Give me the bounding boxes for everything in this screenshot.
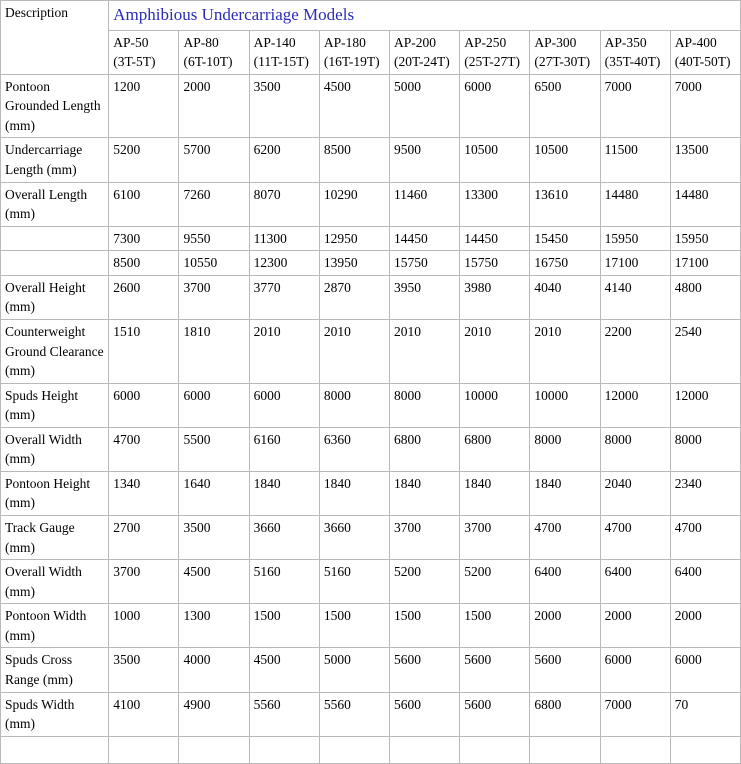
cell-value: [249, 736, 319, 763]
cell-value: 1500: [390, 604, 460, 648]
table-row: [1, 560, 741, 604]
cell-value: 5000: [319, 648, 389, 692]
cell-value: 5560: [319, 692, 389, 736]
cell-value: 12000: [600, 383, 670, 427]
cell-value: 8000: [600, 427, 670, 471]
model-header-ap-250: [460, 30, 530, 74]
model-tonnage: (40T-50T): [674, 54, 731, 70]
row-label: [1, 736, 109, 763]
cell-value: 12300: [249, 251, 319, 276]
cell-value: 2000: [179, 74, 249, 138]
cell-value: 6200: [249, 138, 319, 182]
cell-value: 2600: [109, 275, 179, 319]
cell-value: 8000: [390, 383, 460, 427]
cell-value: 3660: [249, 516, 319, 560]
table-row: [1, 383, 741, 427]
cell-value: 1510: [109, 319, 179, 383]
cell-value: 6800: [460, 427, 530, 471]
cell-value: 1840: [319, 471, 389, 515]
cell-value: 9550: [179, 226, 249, 251]
cell-value: 1840: [460, 471, 530, 515]
cell-value: 14450: [460, 226, 530, 251]
cell-value: 17100: [670, 251, 740, 276]
cell-value: 2870: [319, 275, 389, 319]
table-row: [1, 138, 741, 182]
cell-value: 4500: [179, 560, 249, 604]
model-header-ap-140: [249, 30, 319, 74]
cell-value: 2010: [319, 319, 389, 383]
cell-value: 3980: [460, 275, 530, 319]
cell-value: 13500: [670, 138, 740, 182]
cell-value: 1810: [179, 319, 249, 383]
row-label: Overall Width (mm): [1, 560, 109, 604]
cell-value: 4700: [600, 516, 670, 560]
cell-value: 2340: [670, 471, 740, 515]
cell-value: 15750: [460, 251, 530, 276]
cell-value: 1840: [249, 471, 319, 515]
model-header-ap-300: [530, 30, 600, 74]
cell-value: 3500: [249, 74, 319, 138]
cell-value: 7000: [670, 74, 740, 138]
cell-value: 1500: [249, 604, 319, 648]
cell-value: 4500: [249, 648, 319, 692]
cell-value: 8500: [319, 138, 389, 182]
model-name: AP-200: [394, 34, 437, 50]
cell-value: 15950: [670, 226, 740, 251]
cell-value: 5600: [460, 648, 530, 692]
title-row: [1, 1, 741, 31]
cell-value: 5600: [530, 648, 600, 692]
cell-value: 13300: [460, 182, 530, 226]
model-tonnage: (27T-30T): [534, 54, 591, 70]
table-row: [1, 648, 741, 692]
row-label: Spuds Width (mm): [1, 692, 109, 736]
model-name: AP-250: [464, 34, 507, 50]
cell-value: 1200: [109, 74, 179, 138]
cell-value: [319, 736, 389, 763]
row-label: Overall Height (mm): [1, 275, 109, 319]
cell-value: 5600: [390, 648, 460, 692]
cell-value: 6360: [319, 427, 389, 471]
cell-value: 7000: [600, 692, 670, 736]
row-label: [1, 251, 109, 276]
cell-value: 12000: [670, 383, 740, 427]
cell-value: 3700: [109, 560, 179, 604]
cell-value: 5200: [460, 560, 530, 604]
cell-value: 1340: [109, 471, 179, 515]
cell-value: 6000: [109, 383, 179, 427]
cell-value: 10290: [319, 182, 389, 226]
cell-value: 4500: [319, 74, 389, 138]
cell-value: [670, 736, 740, 763]
cell-value: 17100: [600, 251, 670, 276]
cell-value: 2040: [600, 471, 670, 515]
cell-value: [600, 736, 670, 763]
model-name: AP-350: [604, 34, 647, 50]
row-label: Undercarriage Length (mm): [1, 138, 109, 182]
cell-value: 2010: [530, 319, 600, 383]
cell-value: 2010: [460, 319, 530, 383]
description-header: Description: [1, 1, 109, 75]
row-label: Pontoon Height (mm): [1, 471, 109, 515]
cell-value: 1500: [319, 604, 389, 648]
row-label: Track Gauge (mm): [1, 516, 109, 560]
cell-value: 4700: [670, 516, 740, 560]
cell-value: 11300: [249, 226, 319, 251]
model-header-row: [1, 30, 741, 74]
cell-value: 10500: [530, 138, 600, 182]
cell-value: 2540: [670, 319, 740, 383]
row-label: [1, 226, 109, 251]
cell-value: 1500: [460, 604, 530, 648]
cell-value: 1000: [109, 604, 179, 648]
cell-value: 4700: [109, 427, 179, 471]
cell-value: 13950: [319, 251, 389, 276]
cell-value: 5160: [249, 560, 319, 604]
cell-value: 3700: [390, 516, 460, 560]
cell-value: 14480: [600, 182, 670, 226]
cell-value: 5560: [249, 692, 319, 736]
model-tonnage: (16T-19T): [323, 54, 380, 70]
cell-value: 2010: [390, 319, 460, 383]
model-header-ap-350: [600, 30, 670, 74]
model-name: AP-180: [323, 34, 366, 50]
cell-value: 6000: [670, 648, 740, 692]
cell-value: 1840: [530, 471, 600, 515]
cell-value: 4900: [179, 692, 249, 736]
cell-value: 5000: [390, 74, 460, 138]
cell-value: 8500: [109, 251, 179, 276]
model-name: AP-400: [674, 34, 717, 50]
cell-value: 10550: [179, 251, 249, 276]
cell-value: 8070: [249, 182, 319, 226]
cell-value: [179, 736, 249, 763]
cell-value: 3770: [249, 275, 319, 319]
cell-value: 4800: [670, 275, 740, 319]
table-row: [1, 251, 741, 276]
cell-value: 2010: [249, 319, 319, 383]
cell-value: 6800: [390, 427, 460, 471]
cell-value: 12950: [319, 226, 389, 251]
cell-value: 9500: [390, 138, 460, 182]
cell-value: 1640: [179, 471, 249, 515]
row-label: Overall Length (mm): [1, 182, 109, 226]
row-label: Spuds Cross Range (mm): [1, 648, 109, 692]
cell-value: 6500: [530, 74, 600, 138]
cell-value: 3500: [179, 516, 249, 560]
cell-value: 2200: [600, 319, 670, 383]
cell-value: 6400: [530, 560, 600, 604]
cell-value: 7260: [179, 182, 249, 226]
cell-value: 6800: [530, 692, 600, 736]
cell-value: 4100: [109, 692, 179, 736]
cell-value: 4700: [530, 516, 600, 560]
cell-value: 1840: [390, 471, 460, 515]
cell-value: [460, 736, 530, 763]
model-tonnage: (20T-24T): [394, 54, 450, 70]
cell-value: 14450: [390, 226, 460, 251]
cell-value: 11460: [390, 182, 460, 226]
model-header-ap-180: [319, 30, 389, 74]
cell-value: 15950: [600, 226, 670, 251]
page-title: Amphibious Undercarriage Models: [109, 1, 741, 31]
row-label: Counterweight Ground Clearance (mm): [1, 319, 109, 383]
cell-value: 6100: [109, 182, 179, 226]
cell-value: 8000: [530, 427, 600, 471]
cell-value: 2700: [109, 516, 179, 560]
cell-value: 8000: [670, 427, 740, 471]
cell-value: 2000: [600, 604, 670, 648]
cell-value: 1300: [179, 604, 249, 648]
cell-value: 2000: [670, 604, 740, 648]
cell-value: 6000: [600, 648, 670, 692]
cell-value: 15450: [530, 226, 600, 251]
cell-value: 5160: [319, 560, 389, 604]
cell-value: 6400: [670, 560, 740, 604]
model-tonnage: (25T-27T): [464, 54, 520, 70]
model-header-ap-80: [179, 30, 249, 74]
cell-value: 3950: [390, 275, 460, 319]
model-tonnage: (11T-15T): [253, 54, 309, 70]
cell-value: 3700: [460, 516, 530, 560]
cell-value: 8000: [319, 383, 389, 427]
cell-value: 4140: [600, 275, 670, 319]
cell-value: 6400: [600, 560, 670, 604]
cell-value: 3500: [109, 648, 179, 692]
cell-value: 4040: [530, 275, 600, 319]
model-tonnage: (6T-10T): [183, 54, 233, 70]
cell-value: [390, 736, 460, 763]
cell-value: 15750: [390, 251, 460, 276]
model-name: AP-50: [113, 34, 149, 50]
cell-value: 16750: [530, 251, 600, 276]
table-row: [1, 516, 741, 560]
cell-value: 10000: [460, 383, 530, 427]
cell-value: 10500: [460, 138, 530, 182]
cell-value: 7000: [600, 74, 670, 138]
table-row: [1, 226, 741, 251]
cell-value: 5600: [460, 692, 530, 736]
cell-value: 6000: [460, 74, 530, 138]
cell-value: 4000: [179, 648, 249, 692]
model-tonnage: (35T-40T): [604, 54, 661, 70]
table-row: [1, 692, 741, 736]
cell-value: 5200: [109, 138, 179, 182]
table-row: [1, 471, 741, 515]
cell-value: [530, 736, 600, 763]
cell-value: 5500: [179, 427, 249, 471]
table-row: [1, 182, 741, 226]
table-row: [1, 427, 741, 471]
table-row: [1, 74, 741, 138]
cell-value: [109, 736, 179, 763]
model-header-ap-50: [109, 30, 179, 74]
cell-value: 3660: [319, 516, 389, 560]
row-label: Pontoon Width (mm): [1, 604, 109, 648]
cell-value: 70: [670, 692, 740, 736]
model-name: AP-80: [183, 34, 219, 50]
model-header-ap-200: [390, 30, 460, 74]
model-name: AP-300: [534, 34, 577, 50]
model-header-ap-400: [670, 30, 740, 74]
table-row: [1, 319, 741, 383]
cell-value: 10000: [530, 383, 600, 427]
cell-value: 13610: [530, 182, 600, 226]
cell-value: 3700: [179, 275, 249, 319]
row-label: Pontoon Grounded Length (mm): [1, 74, 109, 138]
table-row: [1, 275, 741, 319]
model-name: AP-140: [253, 34, 296, 50]
row-label: Overall Width (mm): [1, 427, 109, 471]
cell-value: 5700: [179, 138, 249, 182]
cell-value: 7300: [109, 226, 179, 251]
cell-value: 14480: [670, 182, 740, 226]
cell-value: 6000: [249, 383, 319, 427]
table-row: [1, 736, 741, 763]
row-label: Spuds Height (mm): [1, 383, 109, 427]
cell-value: 2000: [530, 604, 600, 648]
cell-value: 6160: [249, 427, 319, 471]
model-tonnage: (3T-5T): [113, 54, 156, 70]
table-row: [1, 604, 741, 648]
cell-value: 6000: [179, 383, 249, 427]
table-body: [1, 74, 741, 763]
cell-value: 11500: [600, 138, 670, 182]
table-header: [1, 1, 741, 75]
cell-value: 5200: [390, 560, 460, 604]
cell-value: 5600: [390, 692, 460, 736]
